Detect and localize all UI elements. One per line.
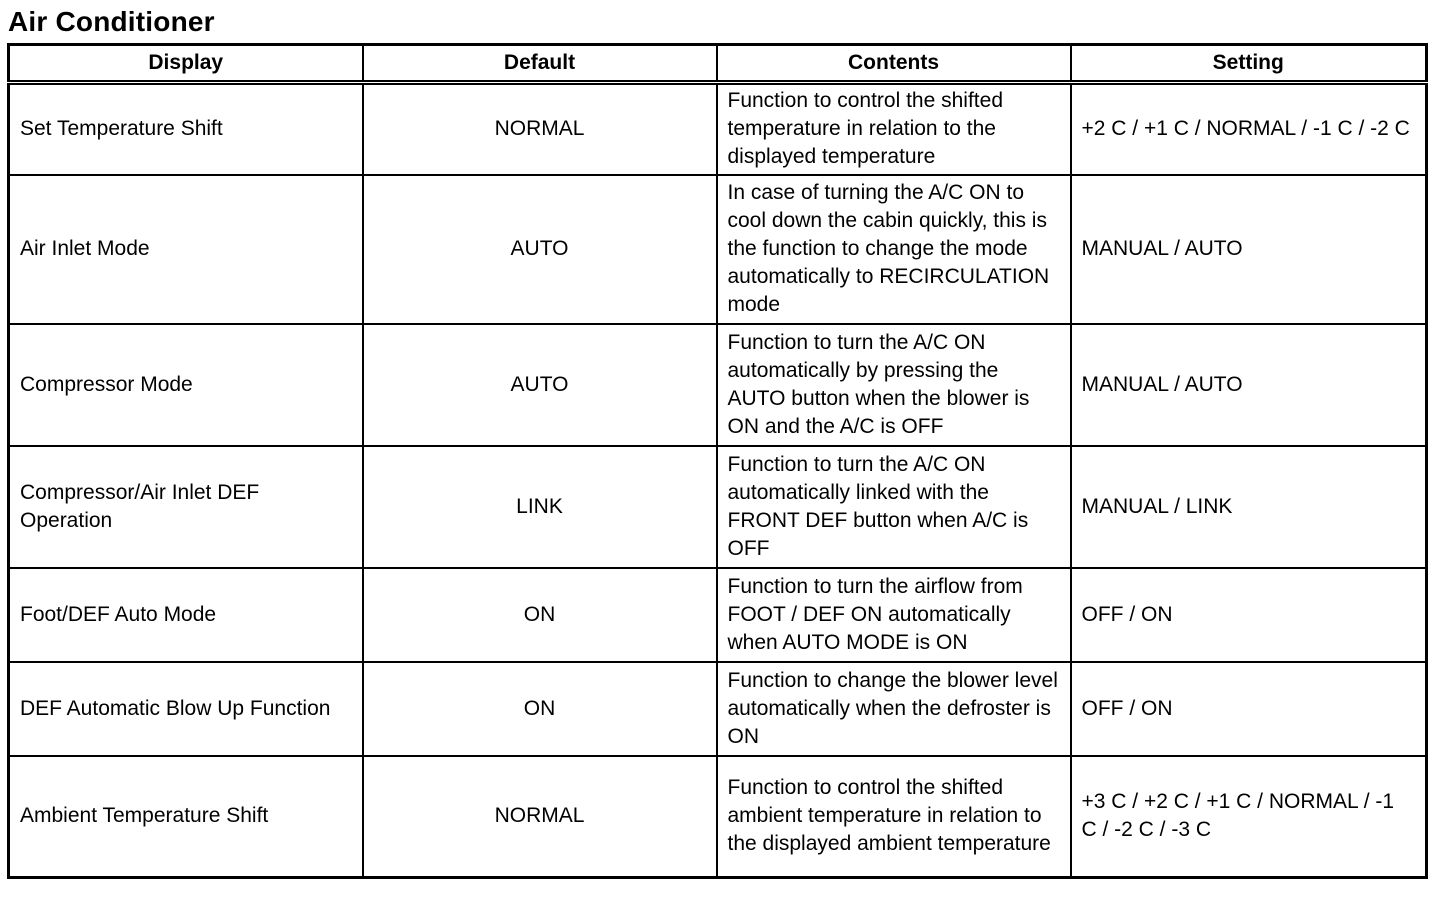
- page-title: Air Conditioner: [8, 6, 215, 37]
- cell-contents: Function to control the shifted ambient temperature in relation to the displayed ambient temperature: [717, 756, 1071, 878]
- cell-default: NORMAL: [363, 756, 717, 878]
- cell-setting: OFF / ON: [1071, 568, 1427, 662]
- cell-display: DEF Automatic Blow Up Function: [9, 662, 363, 756]
- cell-contents: In case of turning the A/C ON to cool down the cabin quickly, this is the function to change the mode automatically to RECIRCULATION mode: [717, 175, 1071, 324]
- table-header-row: [9, 45, 1427, 83]
- cell-setting: +2 C / +1 C / NORMAL / -1 C / -2 C: [1071, 83, 1427, 175]
- table-row: [9, 446, 1427, 568]
- cell-contents: Function to turn the A/C ON automatically by pressing the AUTO button when the blower is ON and the A/C is OFF: [717, 324, 1071, 446]
- cell-display: Compressor/Air Inlet DEF Operation: [9, 446, 363, 568]
- cell-default: LINK: [363, 446, 717, 568]
- cell-display: Foot/DEF Auto Mode: [9, 568, 363, 662]
- header-setting: Setting: [1071, 45, 1427, 83]
- cell-default: AUTO: [363, 324, 717, 446]
- cell-default: NORMAL: [363, 83, 717, 175]
- table-row: [9, 756, 1427, 878]
- header-default: Default: [363, 45, 717, 83]
- table-row: [9, 83, 1427, 175]
- cell-default: AUTO: [363, 175, 717, 324]
- settings-table: [7, 43, 1428, 879]
- cell-display: Compressor Mode: [9, 324, 363, 446]
- cell-display: Set Temperature Shift: [9, 83, 363, 175]
- header-display: Display: [9, 45, 363, 83]
- cell-contents: Function to turn the A/C ON automatically linked with the FRONT DEF button when A/C is OFF: [717, 446, 1071, 568]
- cell-default: ON: [363, 568, 717, 662]
- cell-setting: MANUAL / LINK: [1071, 446, 1427, 568]
- cell-default: ON: [363, 662, 717, 756]
- cell-setting: MANUAL / AUTO: [1071, 324, 1427, 446]
- cell-setting: +3 C / +2 C / +1 C / NORMAL / -1 C / -2 C / -3 C: [1071, 756, 1427, 878]
- cell-display: Ambient Temperature Shift: [9, 756, 363, 878]
- cell-contents: Function to turn the airflow from FOOT / DEF ON automatically when AUTO MODE is ON: [717, 568, 1071, 662]
- cell-display: Air Inlet Mode: [9, 175, 363, 324]
- cell-setting: MANUAL / AUTO: [1071, 175, 1427, 324]
- cell-contents: Function to change the blower level automatically when the defroster is ON: [717, 662, 1071, 756]
- table-row: [9, 568, 1427, 662]
- header-contents: Contents: [717, 45, 1071, 83]
- table-row: [9, 324, 1427, 446]
- table-row: [9, 662, 1427, 756]
- cell-contents: Function to control the shifted temperature in relation to the displayed temperature: [717, 83, 1071, 175]
- cell-setting: OFF / ON: [1071, 662, 1427, 756]
- table-row: [9, 175, 1427, 324]
